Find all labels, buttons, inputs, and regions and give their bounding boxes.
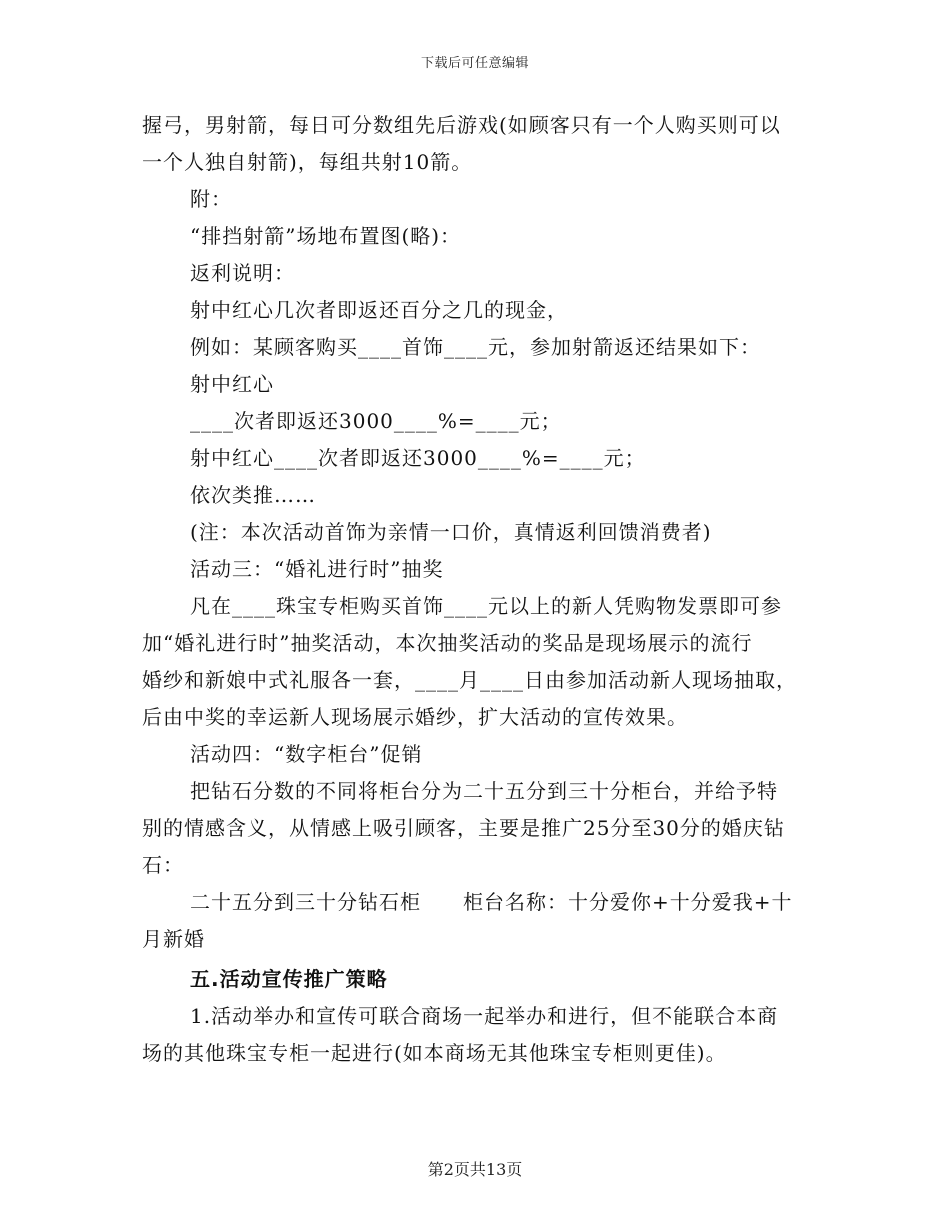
body-line: 后由中奖的幸运新人现场展示婚纱，扩大活动的宣传效果。 (142, 705, 688, 729)
body-line: 依次类推…… (190, 483, 316, 507)
body-line: 附： (190, 187, 232, 211)
section-heading: 五.活动宣传推广策略 (190, 967, 388, 991)
body-line: 射中红心 (190, 372, 274, 396)
body-line: 别的情感含义，从情感上吸引顾客，主要是推广25分至30分的婚庆钻 (142, 816, 785, 840)
body-line: 握弓，男射箭，每日可分数组先后游戏(如顾客只有一个人购买则可以 (142, 113, 781, 137)
body-line: 例如：某顾客购买____首饰____元，参加射箭返还结果如下： (190, 335, 761, 359)
body-line: “排挡射箭”场地布置图(略)： (190, 224, 462, 248)
body-line: (注：本次活动首饰为亲情一口价，真情返利回馈消费者) (190, 520, 712, 544)
body-line: 一个人独自射箭)，每组共射10箭。 (142, 150, 473, 174)
body-line: 月新婚 (142, 927, 205, 951)
page-header: 下载后可任意编辑 (420, 56, 529, 71)
section-title: 活动三：“婚礼进行时”抽奖 (190, 557, 444, 581)
body-line: 加“婚礼进行时”抽奖活动，本次抽奖活动的奖品是现场展示的流行 (142, 631, 753, 655)
body-line: 二十五分到三十分钻石柜 柜台名称：十分爱你+十分爱我+十 (190, 890, 793, 914)
body-line: 场的其他珠宝专柜一起进行(如本商场无其他珠宝专柜则更佳)。 (142, 1041, 727, 1065)
body-line: 返利说明： (190, 261, 295, 285)
body-line: 1.活动举办和宣传可联合商场一起举办和进行，但不能联合本商 (190, 1004, 779, 1028)
body-line: 把钻石分数的不同将柜台分为二十五分到三十分柜台，并给予特 (190, 779, 778, 803)
page-footer: 第2页共13页 (427, 1160, 523, 1179)
body-line: ____次者即返还3000____%=____元； (190, 409, 562, 433)
body-line: 婚纱和新娘中式礼服各一套，____月____日由参加活动新人现场抽取， (142, 668, 797, 692)
body-line: 石： (142, 853, 184, 877)
body-line: 凡在____珠宝专柜购买首饰____元以上的新人凭购物发票即可参 (190, 594, 782, 618)
body-line: 射中红心几次者即返还百分之几的现金， (190, 298, 568, 322)
section-title: 活动四：“数字柜台”促销 (190, 742, 423, 766)
body-line: 射中红心____次者即返还3000____%=____元； (190, 446, 646, 470)
